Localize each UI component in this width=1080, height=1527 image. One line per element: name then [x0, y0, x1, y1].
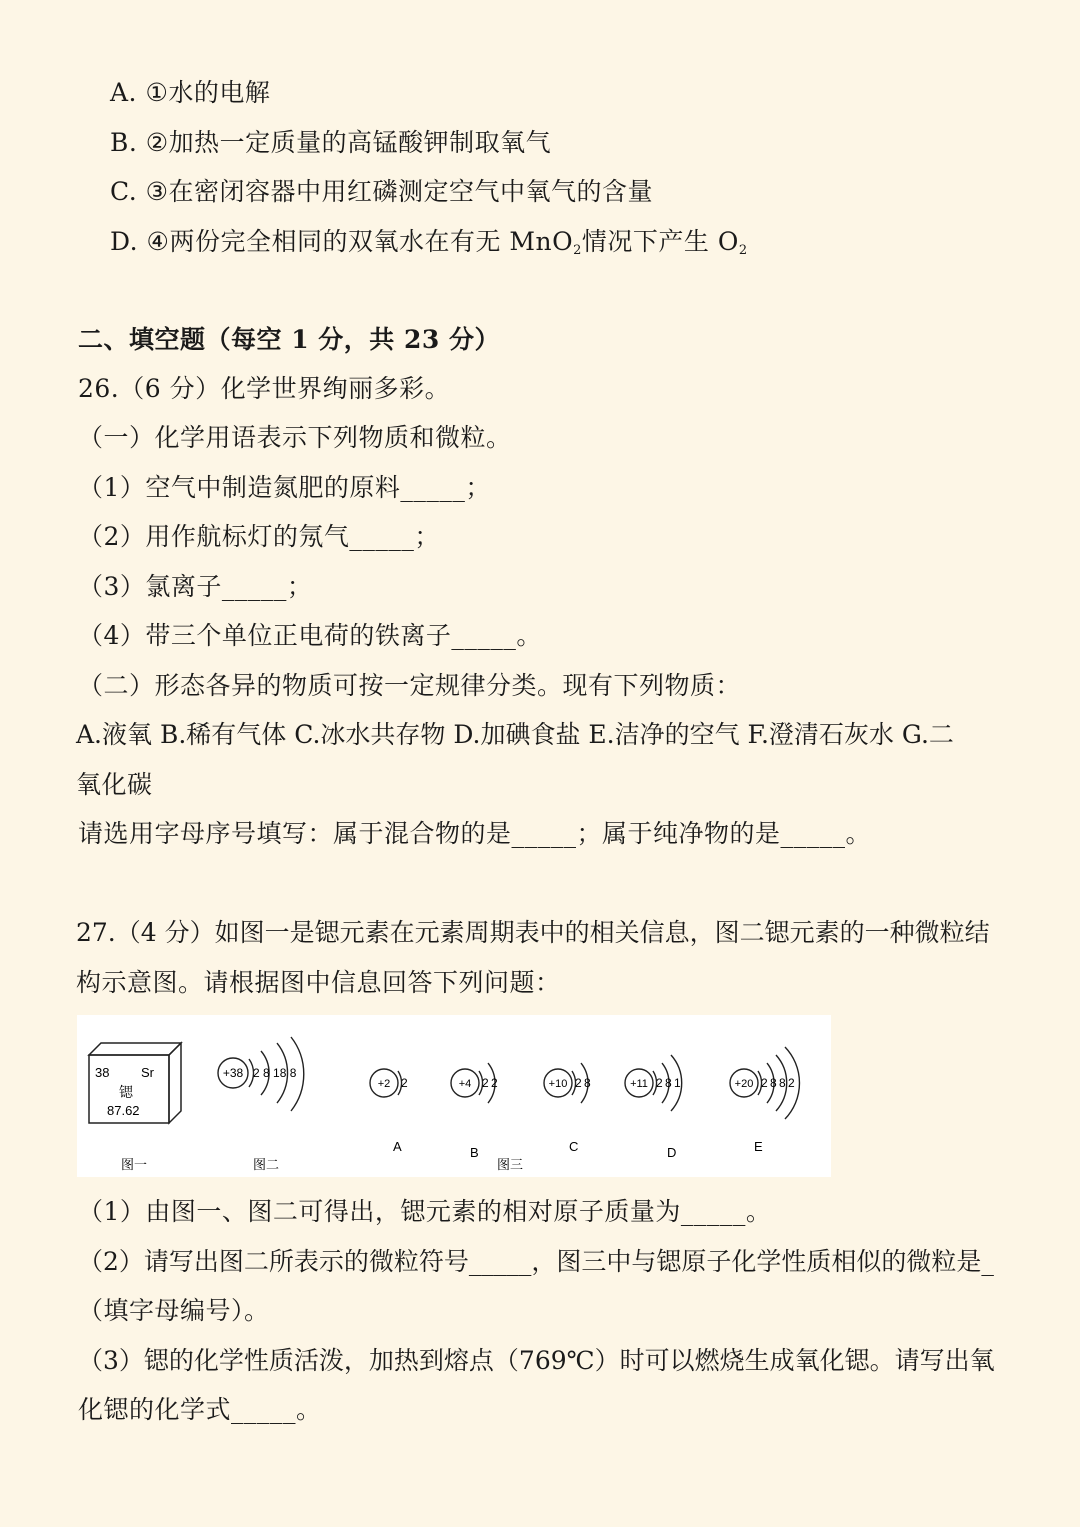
element-mass: 87.62	[107, 1103, 140, 1118]
shell-electron-count: 8	[770, 1076, 777, 1090]
q26-item1: （1）空气中制造氮肥的原料_____；	[78, 473, 491, 502]
q26-fill: 请选用字母序号填写：属于混合物的是_____；属于纯净物的是_____。	[78, 819, 872, 848]
q26-item2: （2）用作航标灯的氖气_____；	[78, 522, 440, 551]
atom-structure-b	[451, 1063, 498, 1160]
nucleus-charge: +4	[458, 1078, 472, 1090]
fig1-caption: 图一	[121, 1158, 148, 1173]
element-name: 锶	[119, 1085, 133, 1101]
q27-sub2-line1: （2）请写出图二所表示的微粒符号_____，图三中与锶原子化学性质相似的微粒是_	[78, 1247, 994, 1276]
atom-structure-a	[370, 1069, 408, 1154]
atom-structure-e	[730, 1047, 799, 1154]
fig2-caption: 图二	[253, 1158, 280, 1173]
q26-item3: （3）氯离子_____；	[78, 572, 313, 601]
section-heading: 二、填空题（每空 1 分，共 23 分）	[78, 325, 501, 354]
fig2-shells: 2 8 18 8	[253, 1066, 297, 1080]
fig2-structure	[218, 1037, 304, 1111]
option-b: B. ②加热一定质量的高锰酸钾制取氧气	[110, 128, 552, 157]
mno2-subscript: 2	[573, 243, 582, 258]
atom-structure-c	[544, 1063, 591, 1154]
fig2-nucleus: +38	[222, 1066, 244, 1080]
atom-letter: B	[470, 1145, 479, 1160]
q27-title-line1: 27.（4 分）如图一是锶元素在元素周期表中的相关信息，图二锶元素的一种微粒结	[76, 918, 990, 947]
nucleus-charge: +20	[734, 1078, 754, 1090]
atomic-structure-figure	[77, 1015, 831, 1177]
shell-electron-count: 8	[665, 1076, 672, 1090]
shell-electron-count: 2	[401, 1076, 408, 1090]
q27-sub2-line2: （填字母编号）。	[78, 1296, 270, 1325]
nucleus-charge: +10	[548, 1078, 568, 1090]
nucleus-charge: +2	[377, 1078, 391, 1090]
element-number: 38	[95, 1065, 110, 1080]
shell-electron-count: 8	[584, 1076, 591, 1090]
option-c: C. ③在密闭容器中用红磷测定空气中氧气的含量	[110, 177, 654, 206]
element-symbol: Sr	[141, 1065, 154, 1080]
q27-title-line2: 构示意图。请根据图中信息回答下列问题：	[76, 968, 561, 997]
shell-electron-count: 1	[674, 1076, 681, 1090]
q27-sub3-line1: （3）锶的化学性质活泼，加热到熔点（769℃）时可以燃烧生成氧化锶。请写出氧	[78, 1346, 995, 1375]
q26-materials-line2: 氧化碳	[76, 770, 153, 799]
shell-electron-count: 2	[656, 1076, 663, 1090]
atom-structure-d	[625, 1055, 682, 1160]
fig3-atoms	[370, 1047, 799, 1160]
q27-sub3-line2: 化锶的化学式_____。	[78, 1395, 322, 1424]
q26-part1: （一）化学用语表示下列物质和微粒。	[78, 423, 512, 452]
shell-electron-count: 2	[575, 1076, 582, 1090]
figure-svg	[77, 1015, 831, 1177]
atom-letter: D	[667, 1145, 677, 1160]
option-d-middle: 情况下产生 O	[581, 227, 739, 256]
option-d-prefix: D. ④两份完全相同的双氧水在有无 MnO	[110, 227, 574, 256]
q26-materials-line1: A.液氧 B.稀有气体 C.冰水共存物 D.加碘食盐 E.洁净的空气 F.澄清石灰水 G.二	[76, 720, 954, 749]
shell-electron-count: 8	[779, 1076, 786, 1090]
q26-part2: （二）形态各异的物质可按一定规律分类。现有下列物质：	[78, 671, 742, 700]
nucleus-charge: +11	[630, 1078, 648, 1090]
atom-letter: A	[393, 1139, 402, 1154]
shell-electron-count: 2	[761, 1076, 768, 1090]
shell-electron-count: 2	[788, 1076, 795, 1090]
atom-letter: C	[569, 1139, 579, 1154]
option-a: A. ①水的电解	[110, 78, 271, 107]
shell-electron-count: 2	[491, 1076, 498, 1090]
q26-title: 26.（6 分）化学世界绚丽多彩。	[78, 374, 451, 403]
shell-electron-count: 2	[482, 1076, 489, 1090]
q27-sub1: （1）由图一、图二可得出，锶元素的相对原子质量为_____。	[78, 1197, 772, 1226]
option-d	[110, 225, 748, 268]
atom-letter: E	[754, 1139, 763, 1154]
q26-item4: （4）带三个单位正电荷的铁离子_____。	[78, 621, 542, 650]
fig3-caption: 图三	[497, 1158, 524, 1173]
o2-subscript: 2	[738, 243, 748, 258]
